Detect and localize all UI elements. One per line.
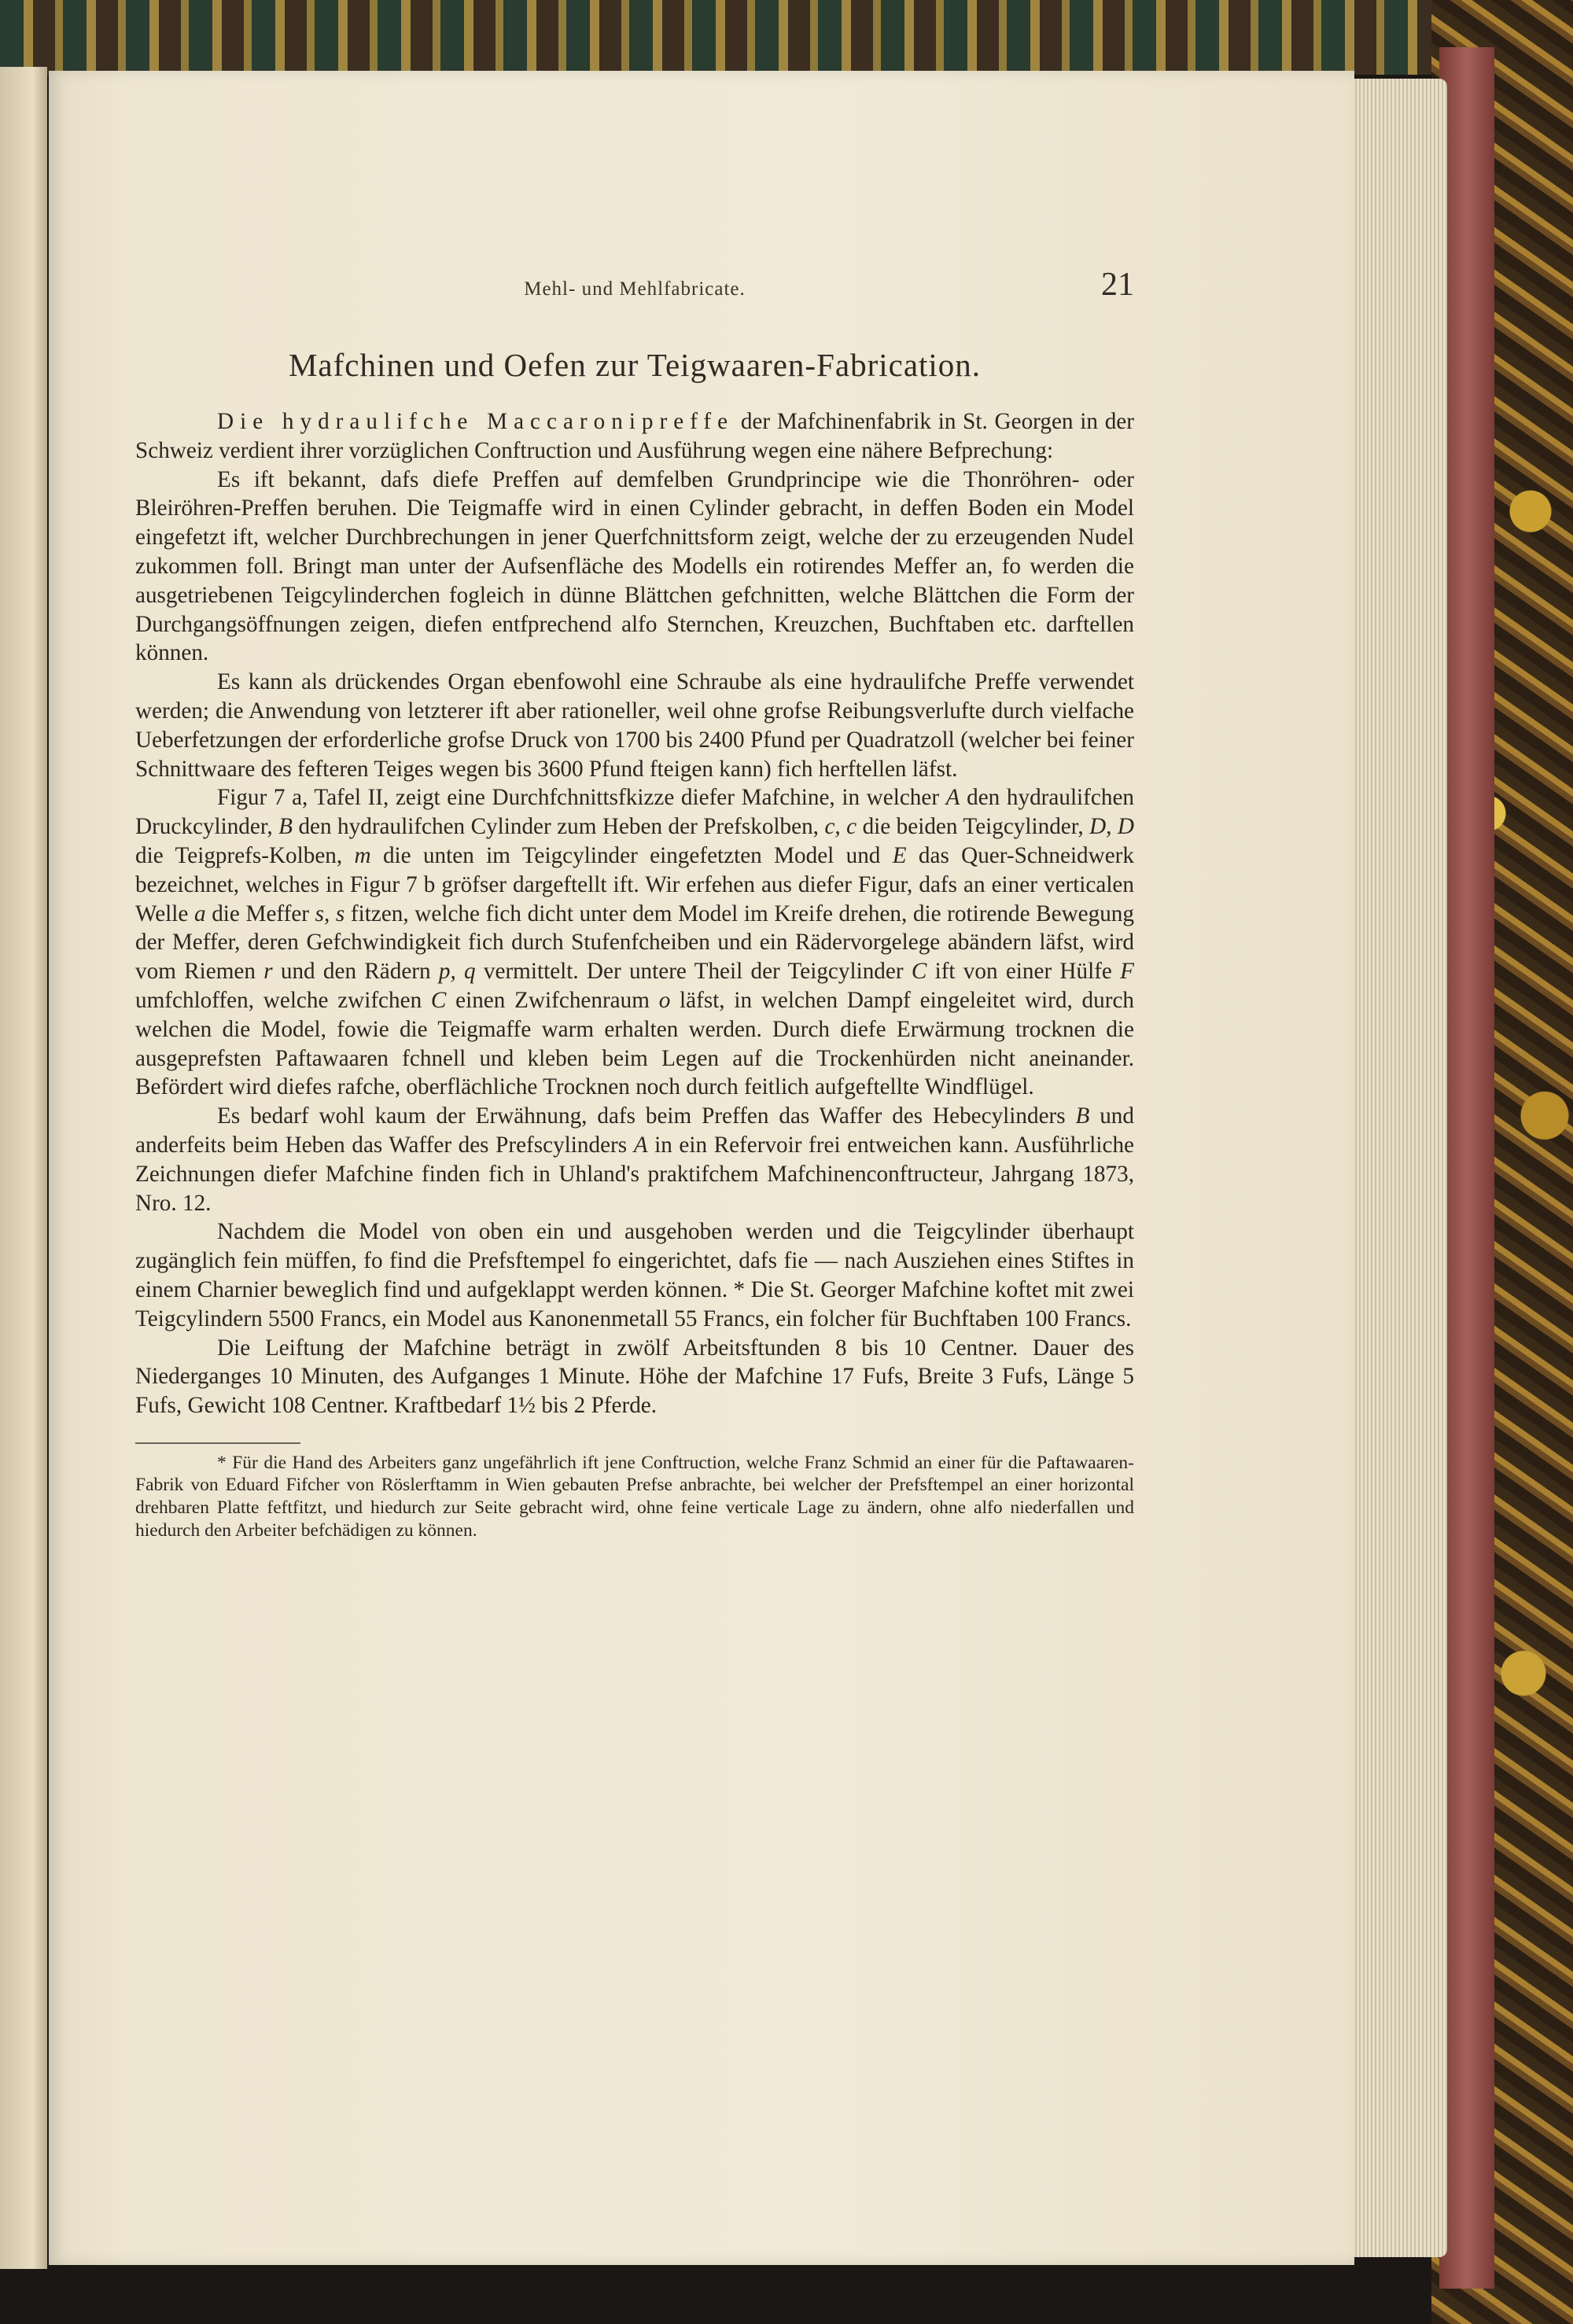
section-heading: Mafchinen und Oefen zur Teigwaaren-Fabrication. [288,347,982,383]
footnote-rule [135,1442,300,1444]
symbol-label: c, c [824,814,857,840]
symbol-label: a [193,901,206,926]
text-run: ift von einer Hülfe [926,959,1121,985]
text-run: die beiden Teigcylinder, [856,814,1090,840]
symbol-label: B [278,814,293,840]
text-run: Es bedarf wohl kaum der Erwähnung, dafs beim Preffen das Waffer des Hebecylinders [217,1103,1076,1129]
paragraph-1 [135,407,1134,466]
text-run: den hydraulifchen Druckcylinder, [135,785,1134,840]
book-top-edge [0,0,1573,75]
running-head-title: Mehl- und Mehlfabricate. [524,278,746,300]
book-cover-edge [1439,47,1494,2289]
paragraph-7: Die Leiftung der Mafchine beträgt in zwölf Arbeitsftunden 8 bis 10 Centner. Dauer des Niederganges 10 Minuten, des Aufganges 1 Minute. Höhe der Mafchine 17 Fufs, Breite 3 Fufs, Länge 5 Fufs, Gewicht 108 Centner. Kraftbedarf 1½ bis 2 Pferde. [135,1335,1134,1419]
symbol-label: A [945,785,960,811]
symbol-label: E [892,842,907,868]
text-run: fitzen, welche fich dicht unter dem Model im Kreife drehen, die rotirende Bewegung der Meffer, deren Gefchwindigkeit fich durch Stufenfcheiben und ein Rädervorgelege abändern läfst, wird vom Riemen [135,901,1134,985]
paragraph-3: Es kann als drückendes Organ ebenfowohl eine Schraube als eine hydraulifche Preffe verwendet werden; die Anwendung von letzterer ift aber rationeller, weil ohne grofse Reibungsverlufte durch vielfache Ueberfetzungen der erforderliche grofse Druck von 1700 bis 2400 Pfund per Quadratzoll (welcher bei feiner Schnittwaare des fefteren Teiges wegen bis 3600 Pfund fteigen kann) fich herftellen läfst. [135,669,1134,782]
symbol-label: p, q [438,959,476,985]
symbol-label: m [354,842,371,868]
symbol-label: C [430,987,447,1013]
text-run: die unten im Teigcylinder eingefetzten Model und [370,842,893,868]
paragraph-2: Es ift bekannt, dafs diefe Preffen auf demfelben Grundprincipe wie die Thonröhren- oder Bleiröhren-Preffen beruhen. Die Teigmaffe wird in einen Cylinder gebracht, in deffen Boden ein Model eingefetzt ift, welcher Durchbrechungen in jener Querfchnittsform zeigt, welche der zu erzeugenden Nudel zukommen foll. Bringt man unter der Aufsenfläche des Modells ein rotirendes Meffer an, fo werden die ausgetriebenen Teigcylinderchen fogleich in dünne Blättchen gefchnitten, welche Blättchen die Form der Durchgangsöffnungen zeigen, diefen entfprechend alfo Sternchen, Kreuzchen, Buchftaben etc. darftellen können. [135,466,1134,666]
symbol-label: F [1120,959,1135,985]
symbol-label: B [1075,1103,1090,1129]
paragraph-6: Nachdem die Model von oben ein und ausgehoben werden und die Teigcylinder überhaupt zugänglich fein müffen, fo find die Prefsftempel fo eingerichtet, dafs fie — nach Ausziehen eines Stiftes in einem Charnier beweglich find und aufgeklappt werden können. * Die St. Georger Mafchine koftet mit zwei Teigcylindern 5500 Francs, ein Model aus Kanonenmetall 55 Francs, ein folcher für Buchftaben 100 Francs. [135,1219,1134,1331]
text-run: die Teigprefs-Kolben, [135,842,355,868]
text-run: den hydraulifchen Cylinder zum Heben der Prefskolben, [293,814,825,840]
text-run: vermittelt. Der untere Theil der Teigcylinder [475,959,912,985]
symbol-label: s, s [315,901,345,926]
paragraph-1-lead: Die hydraulifche Maccaronipreffe [217,409,735,434]
paragraph-5 [135,1102,1134,1217]
text-run: und anderfeits beim Heben das Waffer des Prefscylinders [135,1103,1134,1158]
page-text [135,260,1134,1541]
page-number: 21 [1101,267,1134,303]
text-run: umfchloffen, welche zwifchen [135,987,431,1013]
symbol-label: C [911,959,927,985]
symbol-label: r [263,959,273,985]
paragraph-1-text: der Mafchinenfabrik in St. Georgen in der Schweiz verdient ihrer vorzüglichen Conftruction und Ausführung wegen eine nähere Befprechung: [135,409,1134,463]
text-run: die Meffer [205,901,315,926]
text-run: Figur 7 a, Tafel II, zeigt eine Durchfchnittsfkizze diefer Mafchine, in welcher [217,785,946,811]
symbol-label: D, D [1089,814,1134,840]
text-run: das Quer-Schneidwerk bezeichnet, welches in Figur 7 b gröfser dargeftellt ift. Wir erfehen aus diefer Figur, dafs an einer verticalen Welle [135,842,1134,926]
footnote: * Für die Hand des Arbeiters ganz ungefährlich ift jene Conftruction, welche Franz Schmid an einer für die Paftawaaren-Fabrik von Eduard Fifcher von Röslerftamm in Wien gebauten Prefse anbrachte, bei welcher der Prefsftempel an einer horizontal drehbaren Platte feftfitzt, und hiedurch zur Seite gebracht wird, ohne feine verticale Lage zu ändern, ohne alfo niederfallen und hiedurch den Arbeiter befchädigen zu können. [135,1452,1134,1541]
left-page-edge [0,67,47,2269]
text-run: in ein Refervoir frei entweichen kann. Ausführliche Zeichnungen diefer Mafchine finden fich in Uhland's praktifchem Mafchinenconftructeur, Jahrgang 1873, Nro. 12. [135,1132,1134,1216]
running-head [135,260,1134,315]
paragraph-4 [135,783,1134,1102]
text-run: und den Rädern [272,959,439,985]
symbol-label: A [633,1132,648,1158]
text-run: läfst, in welchen Dampf eingeleitet wird, durch welchen die Model, fowie die Teigmaffe warm erhalten werden. Durch diefe Erwärmung trocknen die ausgeprefsten Paftawaaren fchnell und kleben beim Legen auf die Trockenhürden nicht aneinander. Befördert wird diefes rafche, oberflächliche Trocknen noch durch feitlich aufgeftellte Windflügel. [135,987,1134,1100]
text-run: einen Zwifchenraum [446,987,659,1013]
symbol-label: o [658,987,671,1013]
